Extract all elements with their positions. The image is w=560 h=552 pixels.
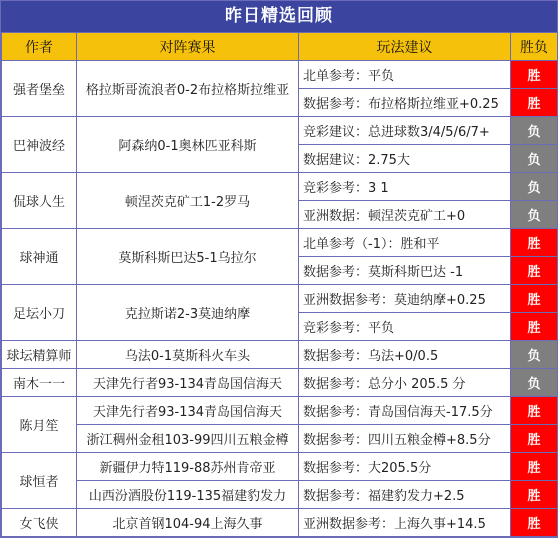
result-win-badge: 胜	[511, 481, 558, 509]
header-result: 胜负	[511, 33, 558, 61]
tip-cell: 北单参考：平负	[299, 61, 511, 89]
result-lose-badge: 负	[511, 201, 558, 229]
author-cell: 强者堡垒	[2, 61, 77, 117]
match-cell: 新疆伊力特119-88苏州肯帝亚	[77, 453, 299, 481]
table-row	[2, 61, 558, 89]
result-win-badge: 胜	[511, 313, 558, 341]
match-cell: 北京首钢104-94上海久事	[77, 509, 299, 537]
table-row	[2, 117, 558, 145]
author-cell: 球恒者	[2, 453, 77, 509]
tip-cell: 亚洲数据：顿涅茨克矿工+0	[299, 201, 511, 229]
match-cell: 天津先行者93-134青岛国信海天	[77, 369, 299, 397]
match-cell: 山西汾酒股份119-135福建豹发力	[77, 481, 299, 509]
result-win-badge: 胜	[511, 61, 558, 89]
table-row	[2, 481, 558, 509]
tip-cell: 数据参考：乌法+0/0.5	[299, 341, 511, 369]
match-cell: 顿涅茨克矿工1-2罗马	[77, 173, 299, 229]
result-win-badge: 胜	[511, 425, 558, 453]
match-cell: 克拉斯诺2-3莫迪纳摩	[77, 285, 299, 341]
tip-cell: 竞彩建议：总进球数3/4/5/6/7+	[299, 117, 511, 145]
author-cell: 巴神波经	[2, 117, 77, 173]
result-lose-badge: 负	[511, 145, 558, 173]
match-cell: 莫斯科斯巴达5-1乌拉尔	[77, 229, 299, 285]
match-cell: 浙江稠州金租103-99四川五粮金樽	[77, 425, 299, 453]
author-cell: 女飞侠	[2, 509, 77, 537]
header-author: 作者	[2, 33, 77, 61]
table-row	[2, 229, 558, 257]
tip-cell: 亚洲数据参考：莫迪纳摩+0.25	[299, 285, 511, 313]
result-win-badge: 胜	[511, 397, 558, 425]
table-row	[2, 341, 558, 369]
table-header-row	[2, 33, 558, 61]
result-lose-badge: 负	[511, 341, 558, 369]
author-cell: 侃球人生	[2, 173, 77, 229]
result-win-badge: 胜	[511, 453, 558, 481]
tip-cell: 亚洲数据参考：上海久事+14.5	[299, 509, 511, 537]
author-cell: 足坛小刀	[2, 285, 77, 341]
result-win-badge: 胜	[511, 285, 558, 313]
match-cell: 乌法0-1莫斯科火车头	[77, 341, 299, 369]
table-row	[2, 425, 558, 453]
table-row	[2, 369, 558, 397]
table-row	[2, 453, 558, 481]
result-win-badge: 胜	[511, 509, 558, 537]
table-row	[2, 509, 558, 537]
author-cell: 南木一一	[2, 369, 77, 397]
tip-cell: 数据参考：总分小 205.5 分	[299, 369, 511, 397]
tip-cell: 数据参考：四川五粮金樽+8.5分	[299, 425, 511, 453]
tip-cell: 数据参考：莫斯科斯巴达 -1	[299, 257, 511, 285]
tip-cell: 数据参考：大205.5分	[299, 453, 511, 481]
panel-title: 昨日精选回顾	[1, 1, 557, 32]
result-lose-badge: 负	[511, 173, 558, 201]
header-match: 对阵赛果	[77, 33, 299, 61]
tip-cell: 数据建议：2.75大	[299, 145, 511, 173]
author-cell: 球坛精算师	[2, 341, 77, 369]
tip-cell: 数据参考：布拉格斯拉维亚+0.25	[299, 89, 511, 117]
author-cell: 球神通	[2, 229, 77, 285]
header-tip: 玩法建议	[299, 33, 511, 61]
table-row	[2, 173, 558, 201]
result-lose-badge: 负	[511, 369, 558, 397]
result-win-badge: 胜	[511, 257, 558, 285]
tip-cell: 竞彩参考：平负	[299, 313, 511, 341]
table-body	[2, 61, 558, 537]
result-lose-badge: 负	[511, 117, 558, 145]
match-cell: 格拉斯哥流浪者0-2布拉格斯拉维亚	[77, 61, 299, 117]
review-table	[1, 32, 558, 537]
tip-cell: 数据参考：福建豹发力+2.5	[299, 481, 511, 509]
table-row	[2, 397, 558, 425]
result-win-badge: 胜	[511, 229, 558, 257]
match-cell: 阿森纳0-1奥林匹亚科斯	[77, 117, 299, 173]
result-win-badge: 胜	[511, 89, 558, 117]
tip-cell: 数据参考：青岛国信海天-17.5分	[299, 397, 511, 425]
match-cell: 天津先行者93-134青岛国信海天	[77, 397, 299, 425]
tip-cell: 北单参考（-1）：胜和平	[299, 229, 511, 257]
author-cell: 陈月笙	[2, 397, 77, 453]
tip-cell: 竞彩参考：3 1	[299, 173, 511, 201]
table-row	[2, 285, 558, 313]
